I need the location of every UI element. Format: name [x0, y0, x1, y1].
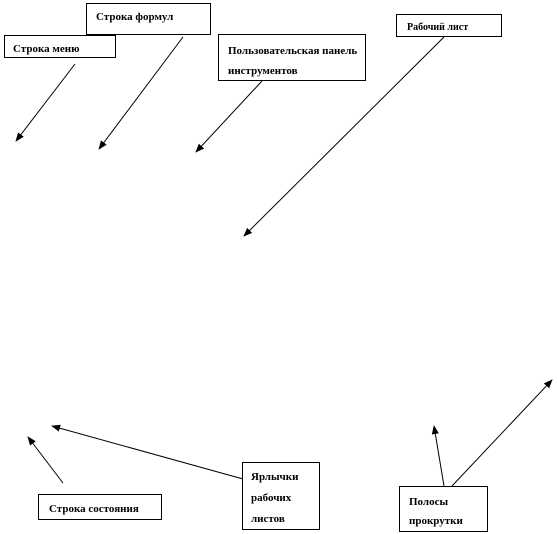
arrow-scroll-bar-vertical: [434, 426, 444, 486]
scroll-bars-label: Полосы прокрутки: [399, 486, 488, 532]
menu-bar-label: Строка меню: [4, 35, 116, 58]
sheet-tabs-label: Ярлычки рабочих листов: [242, 462, 320, 530]
arrow-menu-bar: [16, 64, 75, 141]
formula-bar-label: Строка формул: [86, 3, 211, 35]
custom-toolbar-label: Пользовательская панель инструментов: [218, 34, 366, 81]
worksheet-label: Рабочий лист: [396, 14, 502, 37]
arrow-sheet-tabs: [52, 426, 243, 479]
arrow-custom-toolbar: [196, 81, 262, 152]
arrow-scroll-bar-horizontal: [452, 380, 552, 486]
status-bar-label: Строка состояния: [38, 494, 162, 520]
arrow-status-bar: [28, 437, 63, 483]
